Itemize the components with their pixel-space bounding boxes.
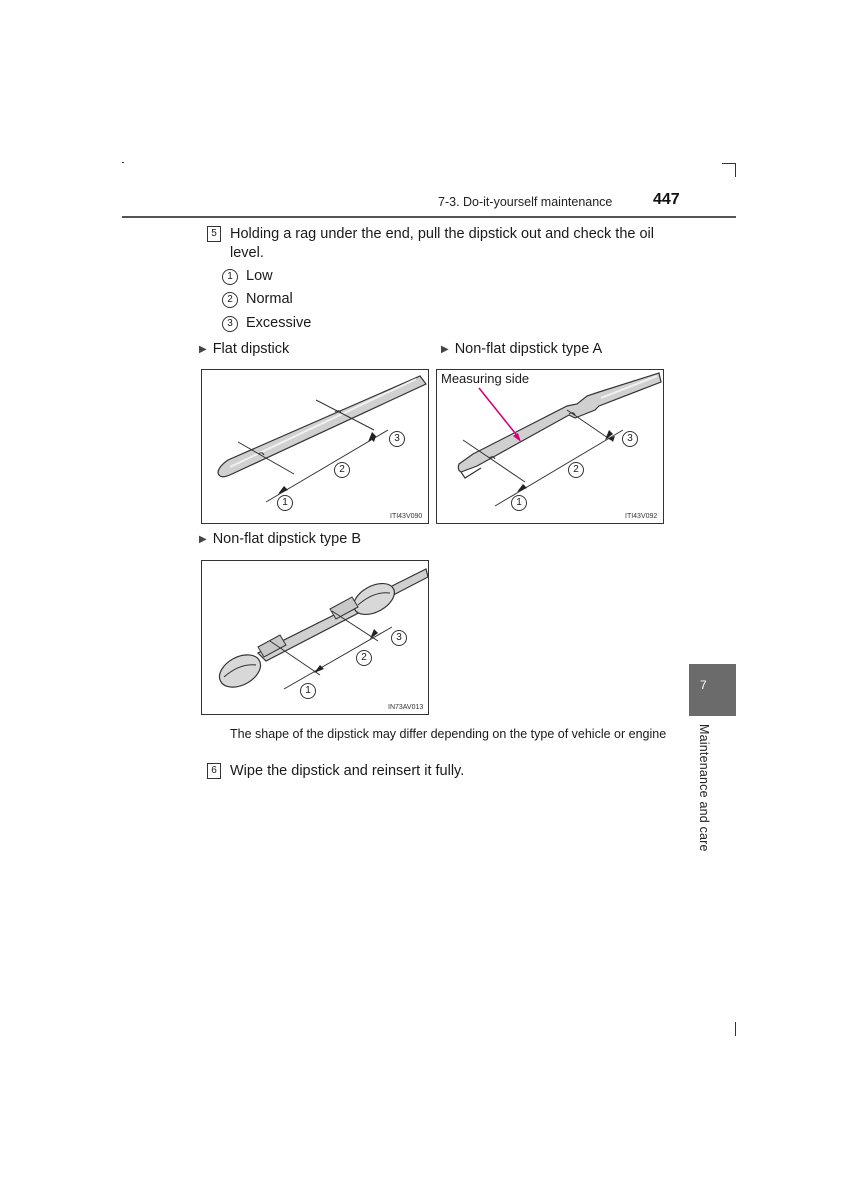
level-label: Low (246, 268, 273, 284)
page-number: 447 (653, 191, 680, 208)
crop-mark (735, 163, 736, 177)
figure-caption-type-a (441, 341, 602, 357)
mark-1: 1 (300, 683, 316, 699)
figure-caption-type-b (199, 531, 361, 547)
caption-text: Flat dipstick (212, 341, 290, 357)
step-number-6: 6 (207, 763, 221, 779)
mark-2: 2 (356, 650, 372, 666)
header-divider (122, 216, 736, 218)
chapter-number: 7 (700, 678, 707, 692)
mark-3: 3 (391, 630, 407, 646)
chapter-title-vertical: Maintenance and care (697, 724, 711, 852)
circled-number: 3 (222, 316, 238, 332)
measuring-side-label: Measuring side (441, 371, 530, 386)
mark-3: 3 (622, 431, 638, 447)
crop-mark (122, 162, 124, 163)
figure-dipstick-type-b (201, 560, 429, 715)
level-label: Normal (246, 291, 293, 307)
level-item-low (222, 268, 273, 285)
circled-number: 2 (222, 292, 238, 308)
caption-text: Non-flat dipstick type A (454, 341, 603, 357)
crop-mark (722, 163, 736, 164)
circled-number: 1 (222, 269, 238, 285)
triangle-bullet-icon: ▶ (199, 534, 207, 545)
step-6-text: Wipe the dipstick and reinsert it fully. (230, 763, 465, 779)
mark-3: 3 (389, 431, 405, 447)
caption-text: Non-flat dipstick type B (212, 531, 361, 547)
mark-2: 2 (568, 462, 584, 478)
step-number-5: 5 (207, 226, 221, 242)
step-5-text: Holding a rag under the end, pull the dipstick out and check the oil level. (230, 226, 654, 261)
figure-caption-flat (199, 341, 289, 357)
mark-1: 1 (511, 495, 527, 511)
triangle-bullet-icon: ▶ (441, 344, 449, 355)
level-item-excessive (222, 315, 311, 332)
dipstick-note: The shape of the dipstick may differ depending on the type of vehicle or engine (230, 727, 667, 741)
mark-1: 1 (277, 495, 293, 511)
section-title: 7-3. Do-it-yourself maintenance (438, 195, 613, 209)
mark-2: 2 (334, 462, 350, 478)
figure-dipstick-type-a (436, 369, 664, 524)
figure-code: ITI43V090 (390, 513, 423, 520)
figure-code: IN73AV013 (388, 704, 424, 711)
triangle-bullet-icon: ▶ (199, 344, 207, 355)
figure-code: ITI43V092 (625, 513, 658, 520)
chapter-tab (689, 664, 736, 716)
figure-flat-dipstick (201, 369, 429, 524)
crop-mark (735, 1022, 736, 1036)
level-item-normal (222, 291, 293, 308)
level-label: Excessive (246, 315, 312, 331)
